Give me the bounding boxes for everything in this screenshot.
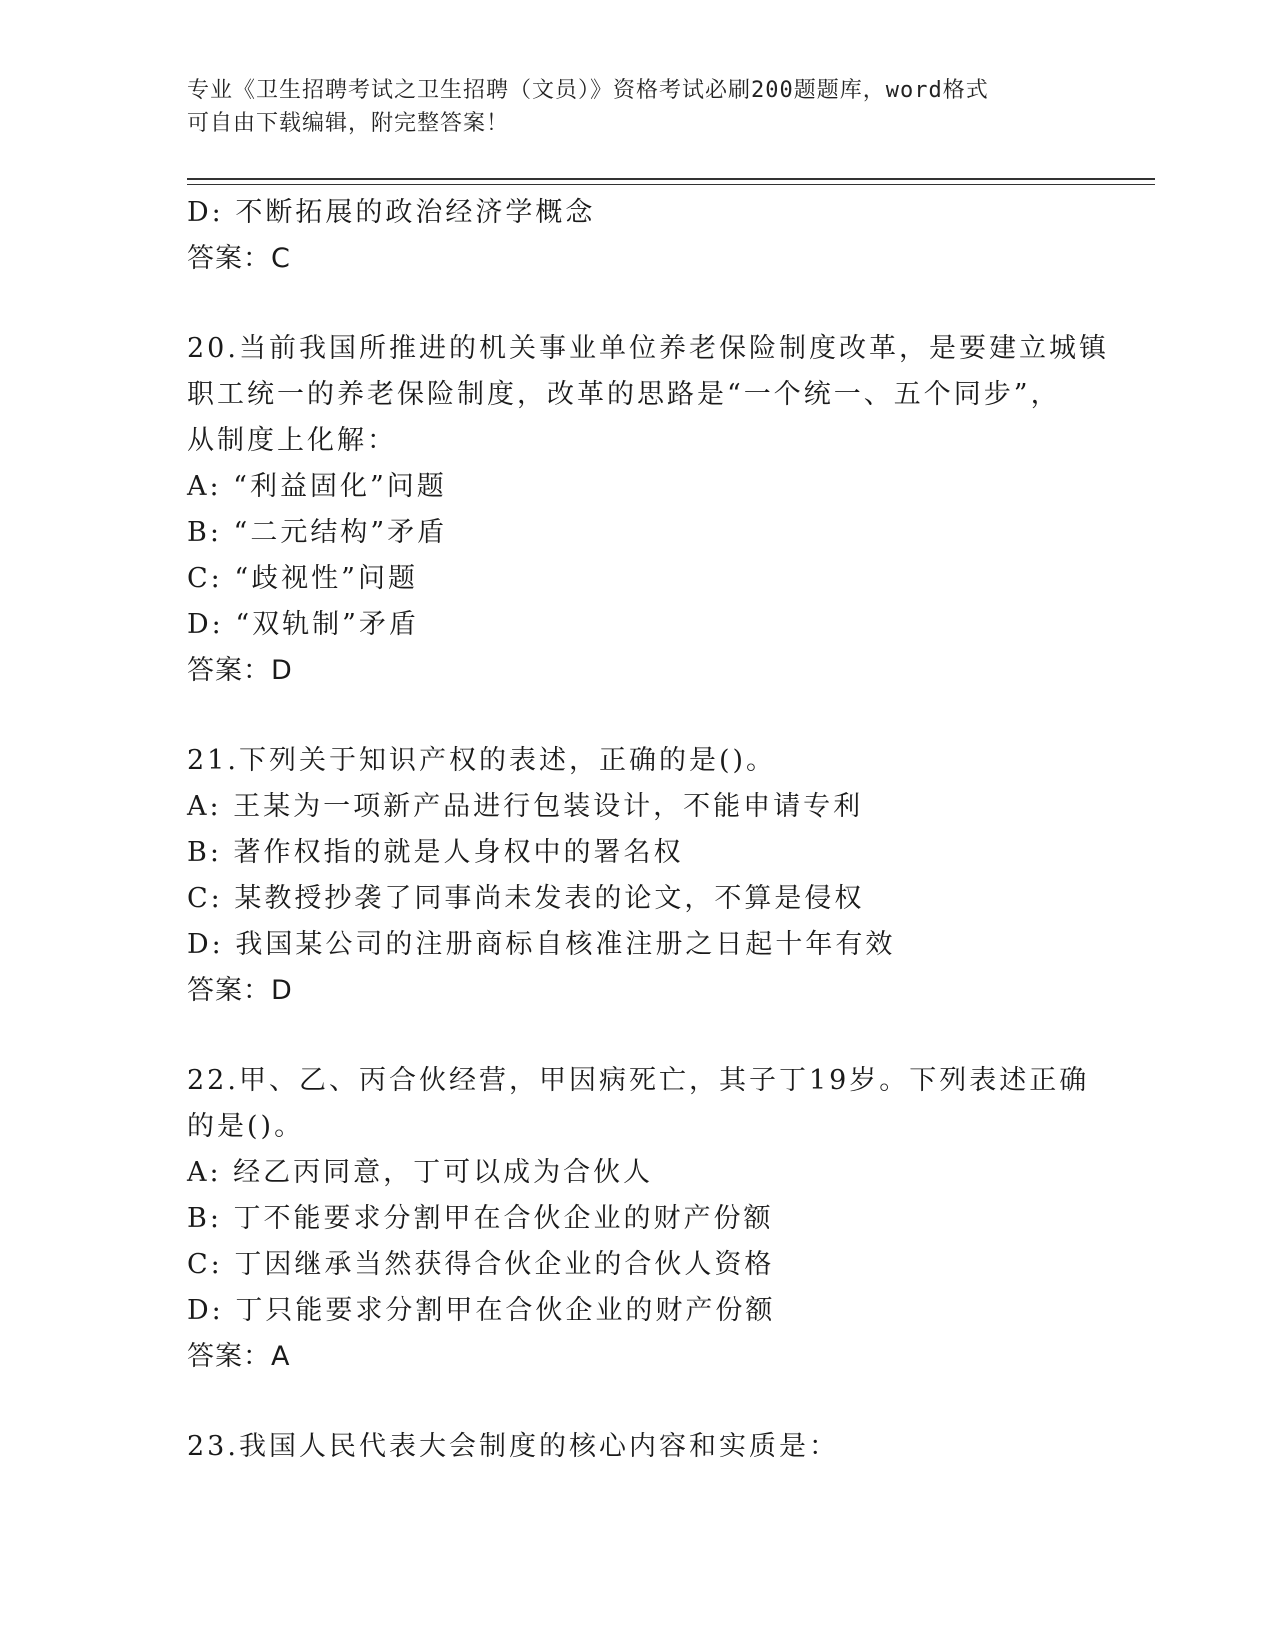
question-22-stem-1: 22.甲、乙、丙合伙经营，甲因病死亡，其子丁19岁。下列表述正确 — [187, 1065, 1090, 1096]
question-20-option-d: D: “双轨制”矛盾 — [187, 609, 419, 640]
spacer — [187, 694, 1087, 738]
question-22-answer: 答案：A — [187, 1341, 291, 1372]
question-21-option-c: C: 某教授抄袭了同事尚未发表的论文，不算是侵权 — [187, 883, 865, 914]
option-d: D: 不断拓展的政治经济学概念 — [187, 197, 596, 228]
question-20-answer: 答案：D — [187, 655, 293, 686]
question-22-stem-2: 的是()。 — [187, 1111, 305, 1142]
question-21-option-d: D: 我国某公司的注册商标自核准注册之日起十年有效 — [187, 929, 896, 960]
question-20-option-b: B: “二元结构”矛盾 — [187, 517, 448, 548]
question-20-stem-1: 20.当前我国所推进的机关事业单位养老保险制度改革，是要建立城镇 — [187, 333, 1109, 364]
document-header — [187, 74, 1087, 140]
question-20-option-a: A: “利益固化”问题 — [187, 471, 447, 502]
question-21-option-a: A: 王某为一项新产品进行包装设计，不能申请专利 — [187, 791, 864, 822]
question-20-stem-2: 职工统一的养老保险制度，改革的思路是“一个统一、五个同步”， — [187, 379, 1061, 410]
header-line-1: 专业《卫生招聘考试之卫生招聘（文员）》资格考试必刷200题题库，word格式 — [187, 78, 989, 103]
answer: 答案：C — [187, 243, 291, 274]
question-20-option-c: C: “歧视性”问题 — [187, 563, 418, 594]
question-22-option-b: B: 丁不能要求分割甲在合伙企业的财产份额 — [187, 1203, 774, 1234]
header-line-2: 可自由下载编辑，附完整答案！ — [187, 111, 510, 136]
question-21-answer: 答案：D — [187, 975, 293, 1006]
header-divider — [187, 178, 1155, 185]
question-22-option-c: C: 丁因继承当然获得合伙企业的合伙人资格 — [187, 1249, 775, 1280]
question-content — [187, 190, 1109, 1470]
question-23-stem-1: 23.我国人民代表大会制度的核心内容和实质是： — [187, 1431, 839, 1462]
question-21-option-b: B: 著作权指的就是人身权中的署名权 — [187, 837, 684, 868]
spacer — [187, 282, 1087, 326]
question-22-option-a: A: 经乙丙同意，丁可以成为合伙人 — [187, 1157, 654, 1188]
spacer — [187, 1380, 1087, 1424]
question-20-stem-3: 从制度上化解： — [187, 425, 397, 456]
question-22-option-d: D: 丁只能要求分割甲在合伙企业的财产份额 — [187, 1295, 776, 1326]
spacer — [187, 1014, 1087, 1058]
question-21-stem-1: 21.下列关于知识产权的表述，正确的是()。 — [187, 745, 777, 776]
